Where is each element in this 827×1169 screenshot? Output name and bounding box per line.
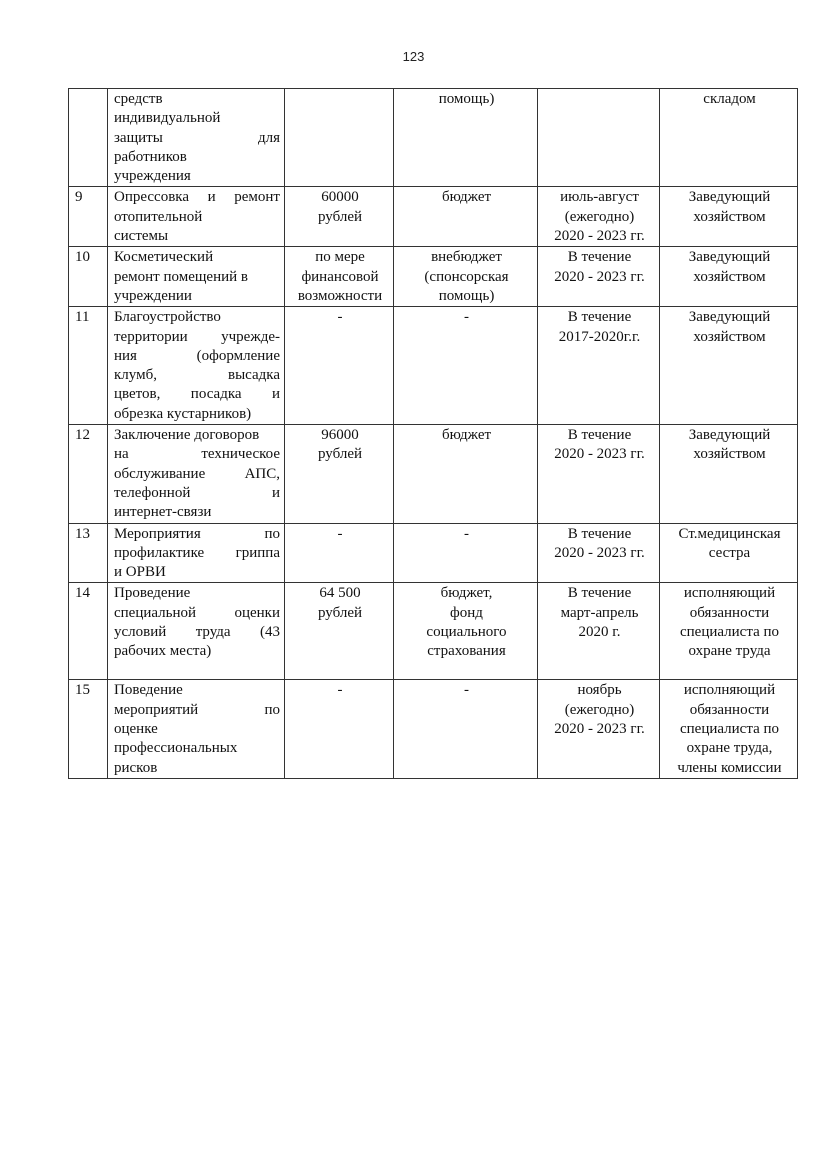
cell-line: специалиста по: [679, 624, 780, 641]
cell-line: Заведующий: [688, 427, 771, 444]
period-cell: [538, 680, 660, 778]
cell-line: Косметический: [114, 249, 214, 266]
cell-line: телефонной и: [114, 484, 280, 501]
cell-line: 2020 - 2023 гг.: [554, 268, 645, 285]
table-row: [69, 680, 798, 778]
cell-line: финансовой: [301, 268, 379, 285]
period-cell: [538, 89, 660, 187]
period-cell: [538, 187, 660, 247]
activity-name-cell: [108, 247, 285, 307]
cost-cell: [285, 89, 394, 187]
cell-line: работников: [114, 148, 187, 165]
cell-line: рисков: [114, 759, 158, 776]
cell-line: хозяйством: [693, 208, 766, 225]
cell-line: клумб, высадка: [114, 367, 280, 384]
cell-line: -: [464, 309, 469, 326]
period-cell: [538, 523, 660, 583]
cell-line: рабочих места): [114, 643, 212, 660]
cell-line: Опрессовка и ремонт: [114, 189, 280, 206]
cell-line: оценке: [114, 721, 158, 738]
table-row: [69, 89, 798, 187]
cell-line: фонд: [450, 604, 483, 621]
cell-line: март-апрель: [560, 604, 639, 621]
funding-source-cell: [394, 307, 538, 425]
funding-source-cell: [394, 583, 538, 680]
cell-line: бюджет: [441, 427, 492, 444]
cell-line: страхования: [427, 643, 506, 660]
cell-line: помощь): [438, 287, 495, 304]
row-number-cell: 15: [69, 680, 108, 778]
cell-line: обязанности: [689, 604, 770, 621]
table-row: [69, 307, 798, 425]
cell-line: рублей: [317, 446, 363, 463]
cell-line: 2017-2020г.г.: [558, 328, 641, 345]
cell-line: июль-август: [560, 189, 639, 206]
cell-line: хозяйством: [693, 446, 766, 463]
responsible-cell: [660, 523, 798, 583]
cell-line: индивидуальной: [114, 110, 221, 127]
cell-line: Заведующий: [688, 249, 771, 266]
cell-line: Проведение: [114, 585, 191, 602]
cell-line: специальной оценки: [114, 604, 280, 621]
cell-line: 60000: [321, 189, 359, 206]
responsible-cell: [660, 307, 798, 425]
period-cell: [538, 583, 660, 680]
period-cell: [538, 247, 660, 307]
cost-cell: [285, 523, 394, 583]
cell-line: помощь): [438, 91, 495, 107]
row-number-cell: 11: [69, 307, 108, 425]
cost-cell: [285, 583, 394, 680]
cell-line: обязанности: [689, 701, 770, 718]
table-row: [69, 523, 798, 583]
cell-line: обслуживание АПС,: [114, 465, 280, 482]
cost-cell: [285, 680, 394, 778]
row-number-cell: [69, 89, 108, 187]
table-row: [69, 187, 798, 247]
cell-line: В течение: [567, 585, 632, 602]
cell-line: хозяйством: [693, 328, 766, 345]
activity-name-cell: [108, 425, 285, 523]
table-row: [69, 425, 798, 523]
cell-line: В течение: [567, 427, 632, 444]
cell-line: (ежегодно): [564, 208, 635, 225]
cell-line: сестра: [708, 544, 751, 561]
cell-line: В течение: [567, 249, 632, 266]
cell-line: 2020 г.: [578, 624, 621, 641]
cell-line: ноябрь: [577, 682, 622, 699]
activity-name-cell: [108, 583, 285, 680]
cell-line: Ст.медицинская: [678, 525, 781, 542]
cell-line: условий труда (43: [114, 624, 280, 641]
period-cell: [538, 307, 660, 425]
cell-line: интернет-связи: [114, 504, 212, 521]
cell-line: бюджет,: [440, 585, 493, 602]
cell-line: ния (оформление: [114, 347, 280, 364]
cell-line: ремонт помещений в: [114, 268, 248, 285]
cell-line: Заведующий: [688, 189, 771, 206]
cell-line: -: [464, 682, 469, 699]
cost-cell: [285, 307, 394, 425]
activity-name-cell: [108, 680, 285, 778]
row-number-cell: 12: [69, 425, 108, 523]
cell-line: внебюджет: [431, 249, 502, 266]
cost-cell: [285, 425, 394, 523]
cell-line: специалиста по: [679, 721, 780, 738]
cell-line: социального: [426, 624, 507, 641]
cell-line: В течение: [567, 309, 632, 326]
activity-name-cell: [108, 187, 285, 247]
cell-line: исполняющий: [683, 682, 776, 699]
cell-line: охране труда,: [686, 740, 773, 757]
cell-line: учреждении: [114, 287, 192, 304]
cell-line: защиты для: [114, 129, 280, 146]
cell-line: и ОРВИ: [114, 564, 166, 581]
cell-line: складом: [703, 91, 756, 107]
cell-line: бюджет: [441, 189, 492, 206]
cell-line: Заключение договоров: [114, 427, 260, 444]
cell-line: Заведующий: [688, 309, 771, 326]
funding-source-cell: [394, 425, 538, 523]
table-row: [69, 583, 798, 680]
responsible-cell: [660, 187, 798, 247]
cell-line: по мере: [315, 249, 365, 266]
cell-line: -: [337, 682, 343, 699]
plan-table: [68, 88, 798, 779]
cell-line: рублей: [317, 604, 363, 621]
funding-source-cell: [394, 680, 538, 778]
cell-line: Мероприятия по: [114, 525, 280, 542]
period-cell: [538, 425, 660, 523]
cell-line: -: [337, 525, 343, 542]
cell-line: -: [464, 525, 469, 542]
row-number-cell: 14: [69, 583, 108, 680]
cell-line: (спонсорская: [424, 268, 509, 285]
row-number-cell: 10: [69, 247, 108, 307]
cell-line: возможности: [297, 287, 383, 304]
responsible-cell: [660, 425, 798, 523]
cell-line: -: [337, 309, 343, 326]
cell-line: профилактике гриппа: [114, 544, 280, 561]
cell-line: 2020 - 2023 гг.: [554, 228, 645, 245]
cell-line: 96000: [321, 427, 359, 444]
responsible-cell: [660, 89, 798, 187]
cell-line: учреждения: [114, 168, 191, 185]
cell-line: территории учрежде-: [114, 328, 280, 345]
responsible-cell: [660, 680, 798, 778]
cell-line: средств: [114, 91, 163, 107]
page-number: 123: [402, 49, 425, 64]
cell-line: профессиональных: [114, 740, 238, 757]
funding-source-cell: [394, 523, 538, 583]
cell-line: 2020 - 2023 гг.: [554, 544, 645, 561]
row-number-cell: 13: [69, 523, 108, 583]
responsible-cell: [660, 583, 798, 680]
cell-line: охране труда: [688, 643, 771, 660]
responsible-cell: [660, 247, 798, 307]
activity-name-cell: [108, 523, 285, 583]
cell-line: отопительной: [114, 208, 203, 225]
activity-name-cell: [108, 89, 285, 187]
cell-line: на техническое: [114, 446, 280, 463]
row-number-cell: 9: [69, 187, 108, 247]
cell-line: Поведение: [114, 682, 183, 699]
activity-name-cell: [108, 307, 285, 425]
cell-line: 2020 - 2023 гг.: [554, 446, 645, 463]
cost-cell: [285, 187, 394, 247]
funding-source-cell: [394, 89, 538, 187]
cell-line: (ежегодно): [564, 701, 635, 718]
cell-line: хозяйством: [693, 268, 766, 285]
cell-line: мероприятий по: [114, 701, 280, 718]
cell-line: 2020 - 2023 гг.: [554, 721, 645, 738]
cell-line: системы: [114, 228, 169, 245]
funding-source-cell: [394, 247, 538, 307]
cell-line: Благоустройство: [114, 309, 221, 326]
table-row: [69, 247, 798, 307]
cell-line: рублей: [317, 208, 363, 225]
cell-line: цветов, посадка и: [114, 386, 280, 403]
funding-source-cell: [394, 187, 538, 247]
cell-line: члены комиссии: [677, 759, 782, 776]
cell-line: 64 500: [319, 585, 361, 602]
cell-line: В течение: [567, 525, 632, 542]
cost-cell: [285, 247, 394, 307]
cell-line: обрезка кустарников): [114, 405, 252, 422]
cell-line: исполняющий: [683, 585, 776, 602]
